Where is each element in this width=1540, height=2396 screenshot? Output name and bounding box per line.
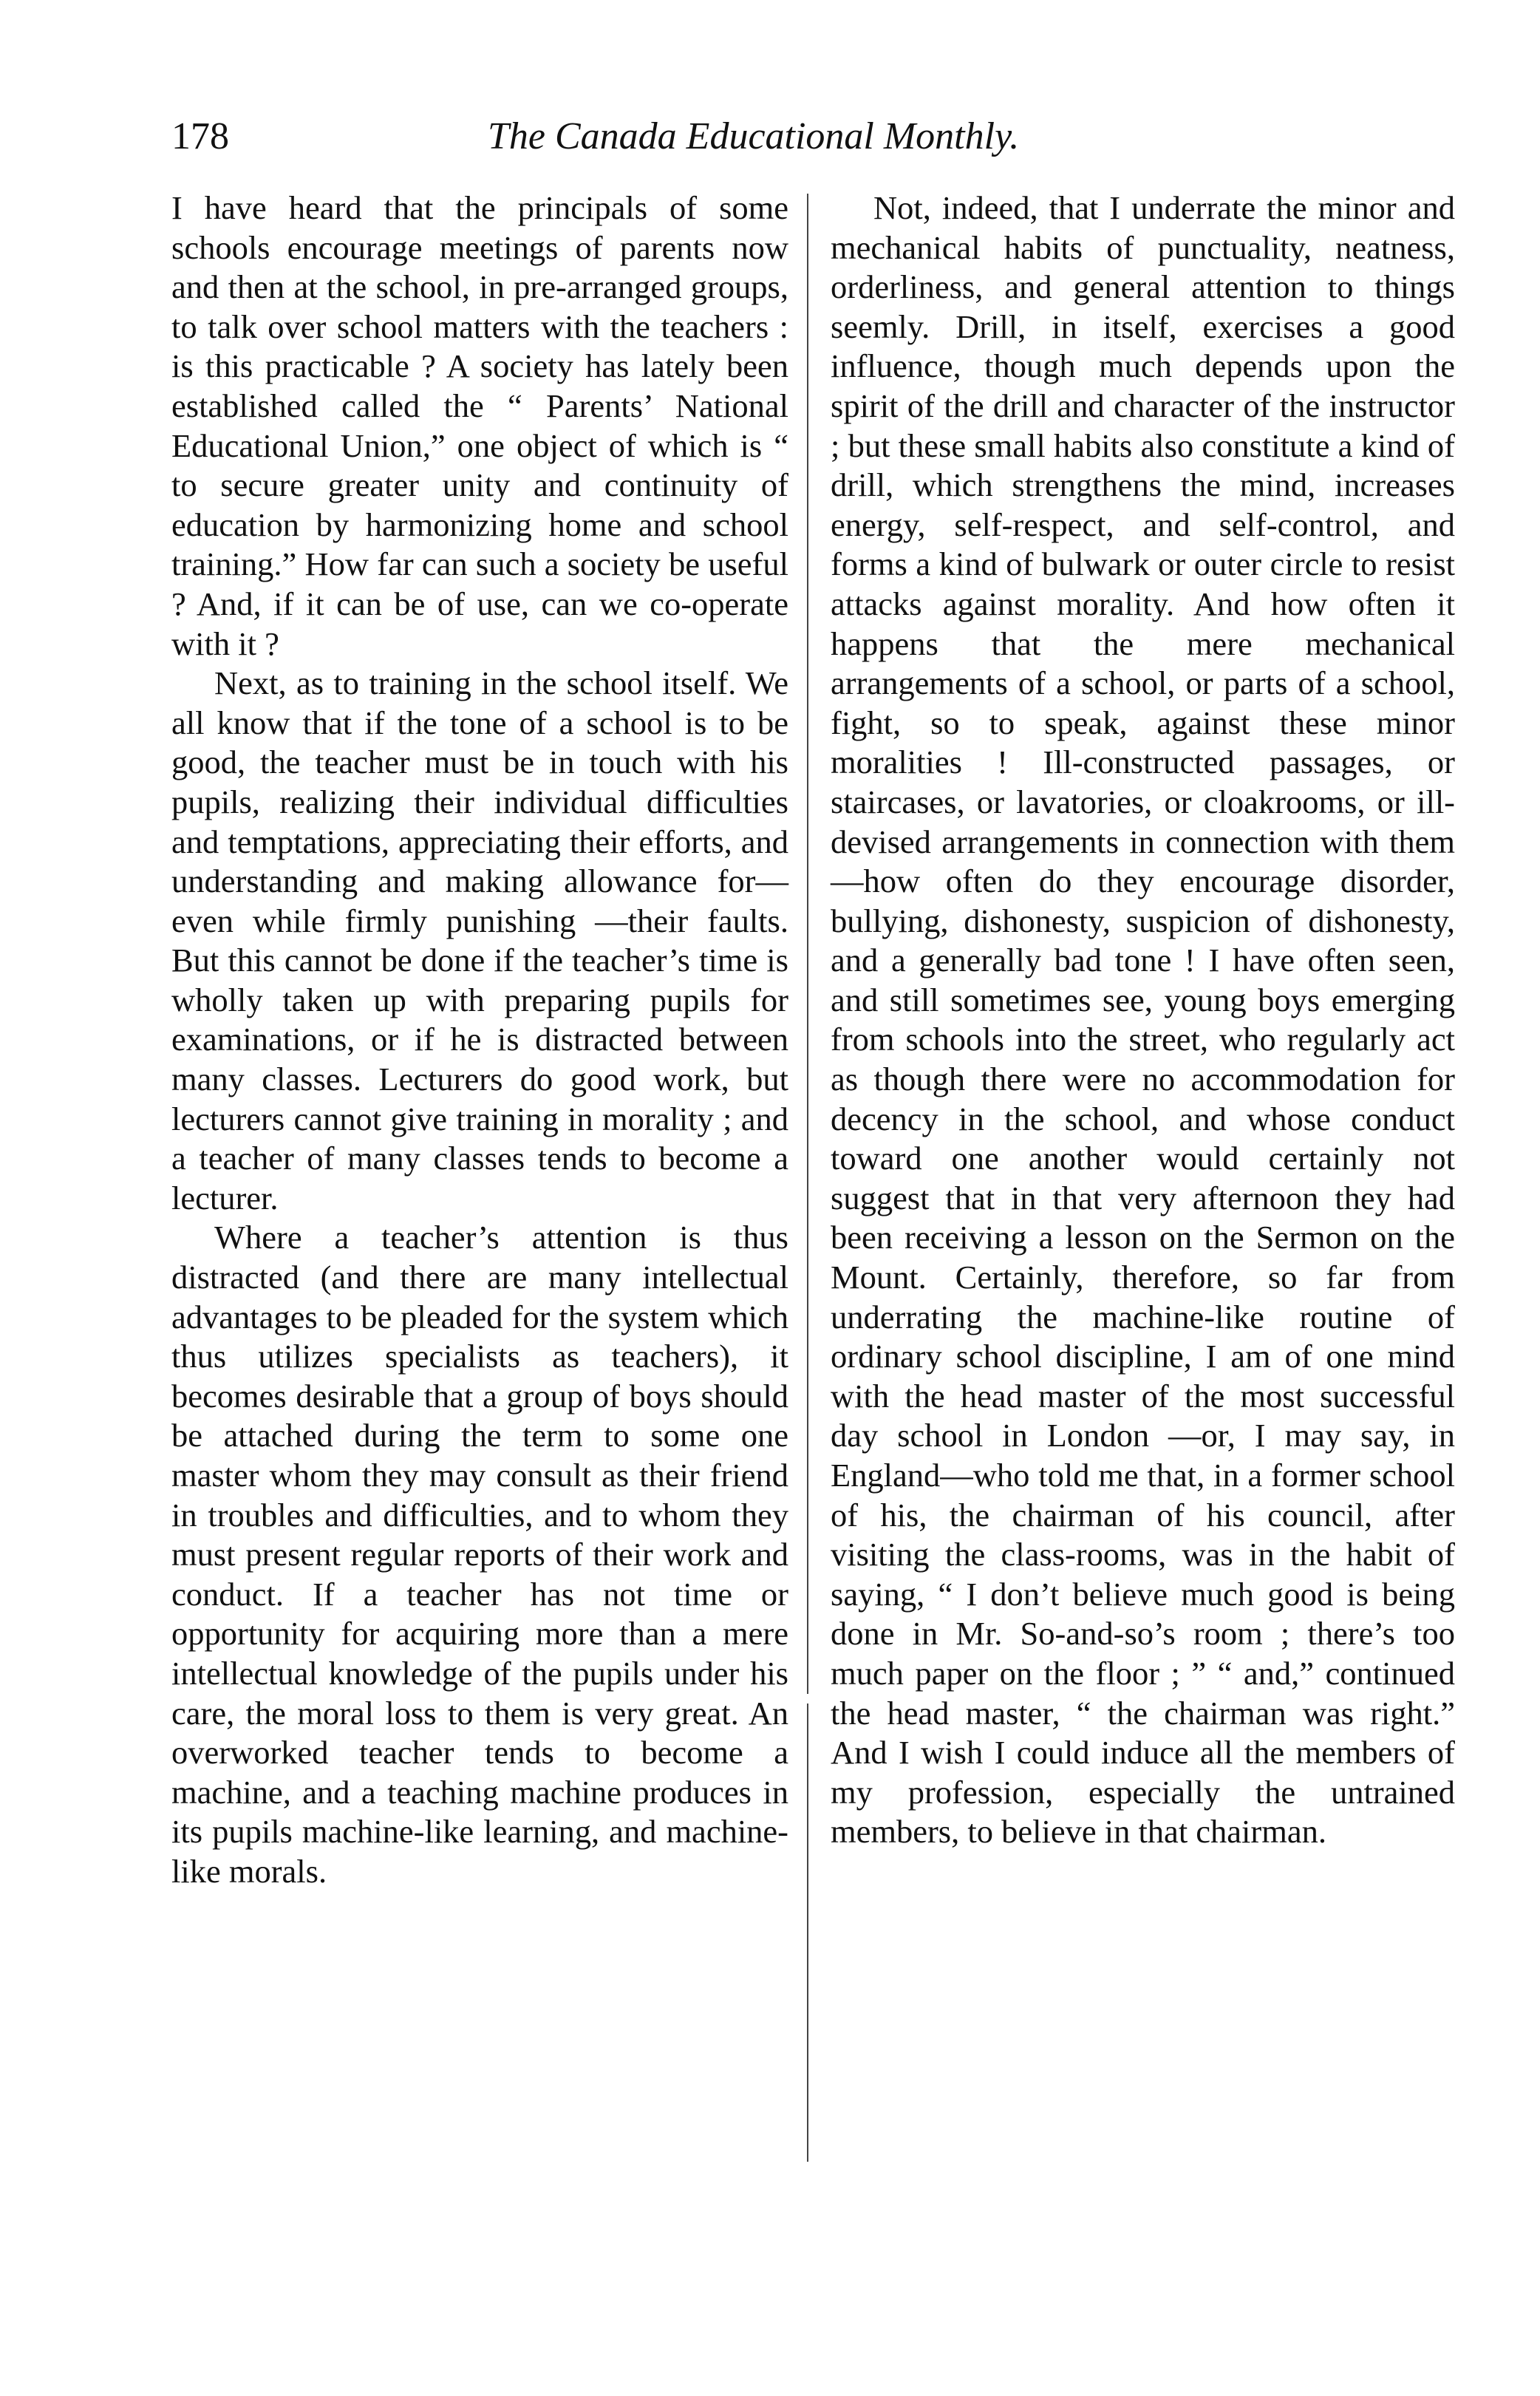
right-column: [831, 188, 1455, 1852]
column-divider-lower: [807, 1704, 808, 2162]
left-paragraph-1: I have heard that the principals of some schools encourage meetings of parents now and then at the school, in pre-arranged groups, to talk over school matters with the teachers : is this practicable ? A society has lately been established called the “ Parents’ National Educational Union,” one object of which is “ to secure greater unity and continuity of education by harmonizing home and school training.” How far can such a society be useful ? And, if it can be of use, can we co-operate with it ?: [171, 189, 788, 662]
left-paragraph-2: Next, as to training in the school itself. We all know that if the tone of a school is to be good, the teacher must be in touch with his pupils, realizing their individual difficulties and temptations, appreciating their efforts, and understanding and making allowance for—even while firmly punishing —their faults. But this cannot be done if the teacher’s time is wholly taken up with preparing pupils for examinations, or if he is distracted between many classes. Lecturers do good work, but lecturers cannot give training in morality ; and a teacher of many classes tends to become a lecturer.: [171, 664, 788, 1216]
running-title: The Canada Educational Monthly.: [488, 115, 1020, 157]
left-column: [171, 188, 788, 1892]
page-number: 178: [171, 115, 229, 157]
right-paragraph-1: Not, indeed, that I underrate the minor and mechanical habits of punctuality, neatness, orderliness, and general attention to things seemly. Drill, in itself, exercises a good influence, though much depends upon the spirit of the drill and character of the instructor ; but these small habits also constitute a kind of drill, which strengthens the mind, increases energy, self-respect, and self-control, and forms a kind of bulwark or outer circle to resist attacks against morality. And how often it happens that the mere mechanical arrangements of a school, or parts of a school, fight, so to speak, against these minor moralities ! Ill-constructed passages, or staircases, or lavatories, or cloakrooms, or ill-devised arrangements in connection with them—how often do they encourage disorder, bullying, dishonesty, suspicion of dishonesty, and a generally bad tone ! I have often seen, and still sometimes see, young boys emerging from schools into the street, who regularly act as though there were no accommodation for decency in the school, and whose conduct toward one another would certainly not suggest that in that very afternoon they had been receiving a lesson on the Sermon on the Mount. Certainly, therefore, so far from underrating the machine-like routine of ordinary school discipline, I am of one mind with the head master of the most successful day school in London —or, I may say, in England—who told me that, in a former school of his, the chairman of his council, after visiting the class-rooms, was in the habit of saying, “ I don’t believe much good is being done in Mr. So-and-so’s room ; there’s too much paper on the floor ; ” “ and,” continued the head master, “ the chairman was right.” And I wish I could induce all the members of my profession, especially the untrained members, to believe in that chairman.: [831, 189, 1455, 1851]
left-paragraph-3: Where a teacher’s attention is thus distracted (and there are many intellectual advantages to be pleaded for the system which thus utilizes specialists as teachers), it becomes desirable that a group of boys should be attached during the term to some one master whom they may consult as their friend in troubles and difficulties, and to whom they must present regular reports of their work and conduct. If a teacher has not time or opportunity for acquiring more than a mere intellectual knowledge of the pupils under his care, the moral loss to them is very great. An overworked teacher tends to become a machine, and a teaching machine produces in its pupils machine-like learning, and machine-like morals.: [171, 1219, 788, 1890]
column-divider: [807, 194, 808, 1694]
